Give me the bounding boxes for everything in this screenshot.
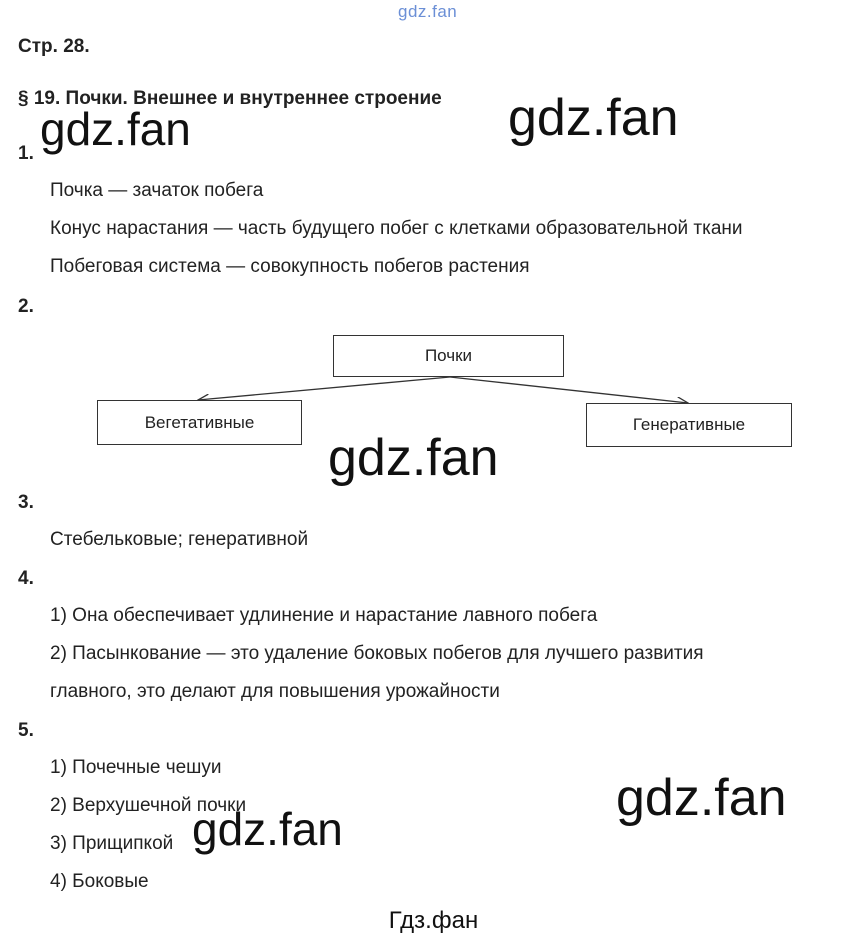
q1-line-3: Побеговая система — совокупность побегов растения xyxy=(50,256,530,277)
question-5-number: 5. xyxy=(18,720,34,741)
watermark: gdz.fan xyxy=(40,103,191,155)
question-2-number: 2. xyxy=(18,296,34,317)
q5-line-2: 2) Верхушечной почки xyxy=(50,795,247,816)
q3-line-1: Стебельковые; генеративной xyxy=(50,529,309,550)
watermark: gdz.fan xyxy=(508,89,679,147)
diagram-generative-box xyxy=(586,403,792,447)
question-4-number: 4. xyxy=(18,568,34,589)
question-3-number: 3. xyxy=(18,492,34,513)
watermark: gdz.fan xyxy=(328,429,499,487)
diagram-vegetative-box xyxy=(97,400,302,445)
q4-line-1: 1) Она обеспечивает удлинение и нарастание лавного побега xyxy=(50,605,598,626)
arrow-to-generative xyxy=(450,377,688,403)
q5-line-3: 3) Прищипкой xyxy=(50,833,174,854)
watermark: gdz.fan xyxy=(192,803,343,855)
q1-line-1: Почка — зачаток побега xyxy=(50,180,264,201)
q1-line-2: Конус нарастания — часть будущего побег с клетками образовательной ткани xyxy=(50,218,743,239)
q5-line-4: 4) Боковые xyxy=(50,871,149,892)
diagram-generative-label: Генеративные xyxy=(632,415,746,434)
section-title: § 19. Почки. Внешнее и внутреннее строение xyxy=(18,88,442,109)
diagram-root-label: Почки xyxy=(424,346,473,365)
watermark-top: gdz.fan xyxy=(398,2,458,21)
page-reference: Стр. 28. xyxy=(18,36,90,57)
q4-line-2: 2) Пасынкование — это удаление боковых побегов для лучшего развития xyxy=(50,643,704,664)
q4-line-3: главного, это делают для повышения урожайности xyxy=(50,681,500,702)
question-1-number: 1. xyxy=(18,143,34,164)
footer-text: Гдз.фан xyxy=(388,907,479,934)
q5-line-1: 1) Почечные чешуи xyxy=(50,757,222,778)
watermark: gdz.fan xyxy=(616,769,787,827)
diagram-vegetative-label: Вегетативные xyxy=(144,412,255,432)
arrow-to-vegetative xyxy=(198,377,450,400)
diagram-root-box xyxy=(333,335,564,377)
